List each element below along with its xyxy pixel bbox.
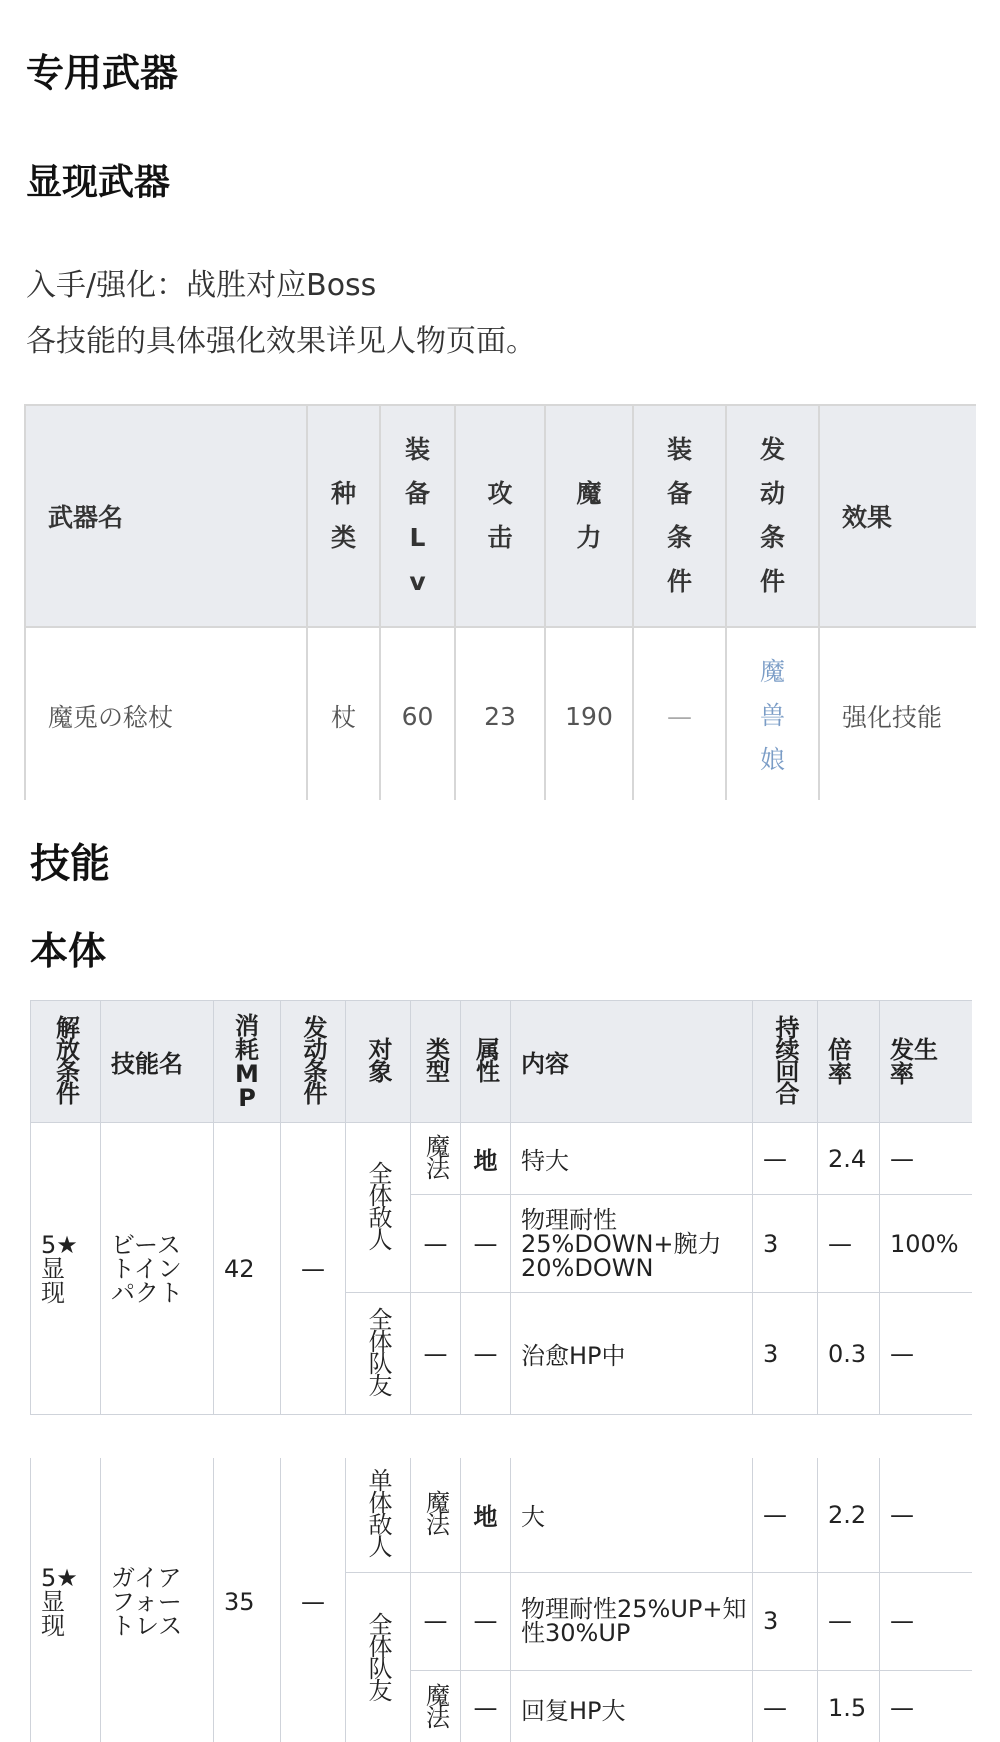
table-row — [31, 1123, 973, 1195]
weapon-table-container — [24, 404, 976, 800]
skill-type: 魔法 — [411, 1458, 461, 1572]
skill-content: 物理耐性25%UP+知性30%UP — [511, 1572, 753, 1670]
col-turns: 持续回合 — [753, 1001, 818, 1123]
skill-rate: 2.4 — [818, 1123, 880, 1195]
col-equip-cond: 装备条件 — [633, 405, 726, 627]
weapon-row — [25, 627, 976, 800]
intro-line-2: 各技能的具体强化效果详见人物页面。 — [26, 324, 536, 359]
skill-chance: — — [880, 1670, 973, 1742]
col-attack: 攻击 — [455, 405, 545, 627]
skill-chance: 100% — [880, 1195, 973, 1293]
skill-attr: 地 — [461, 1123, 511, 1195]
weapon-type: 杖 — [307, 627, 380, 800]
skill-header-row — [31, 1001, 973, 1123]
col-target: 对象 — [346, 1001, 411, 1123]
skill-turns: — — [753, 1123, 818, 1195]
skill-turns: 3 — [753, 1195, 818, 1293]
skill-type: — — [411, 1293, 461, 1415]
col-attr: 属性 — [461, 1001, 511, 1123]
skill-rate: 0.3 — [818, 1293, 880, 1415]
col-magic: 魔力 — [545, 405, 633, 627]
table-row — [31, 1458, 973, 1572]
col-chance: 发生率 — [880, 1001, 973, 1123]
skill-target: 单体敌人 — [346, 1458, 411, 1572]
skill-unlock: 5★显现 — [31, 1123, 101, 1415]
skill-mp: 35 — [214, 1458, 281, 1742]
weapon-mag: 190 — [545, 627, 633, 800]
skill-content: 物理耐性25%DOWN+腕力20%DOWN — [511, 1195, 753, 1293]
skill-unlock: 5★显现 — [31, 1458, 101, 1742]
col-equip-lv: 装备Lv — [380, 405, 455, 627]
skill-chance: — — [880, 1123, 973, 1195]
skill-turns: 3 — [753, 1572, 818, 1670]
skill-name: ガイアフォートレス — [101, 1458, 214, 1742]
skill-table-1 — [30, 1000, 972, 1415]
skill-type: 魔法 — [411, 1123, 461, 1195]
col-effect: 效果 — [819, 405, 976, 627]
skill-attr: 地 — [461, 1458, 511, 1572]
trigger-cond-link[interactable]: 魔兽娘 — [759, 657, 785, 774]
skill-table-2 — [30, 1458, 972, 1742]
skill-content: 特大 — [511, 1123, 753, 1195]
skill-cond: — — [281, 1123, 346, 1415]
skill-attr: — — [461, 1195, 511, 1293]
skill-content: 大 — [511, 1458, 753, 1572]
weapon-name: 魔兎の稔杖 — [25, 627, 307, 800]
skills-heading: 技能 — [30, 841, 110, 887]
skill-table-1-container — [30, 1000, 972, 1418]
skill-target: 全体队友 — [346, 1572, 411, 1742]
col-content: 内容 — [511, 1001, 753, 1123]
weapon-table — [24, 404, 976, 800]
intro-text — [26, 258, 536, 370]
col-type: 种类 — [307, 405, 380, 627]
skill-turns: — — [753, 1458, 818, 1572]
intro-line-1: 入手/强化：战胜对应Boss — [26, 268, 377, 303]
col-type: 类型 — [411, 1001, 461, 1123]
weapon-lv: 60 — [380, 627, 455, 800]
skill-chance: — — [880, 1458, 973, 1572]
col-skill-name: 技能名 — [101, 1001, 214, 1123]
skill-mp: 42 — [214, 1123, 281, 1415]
col-mp: 消耗MP — [214, 1001, 281, 1123]
main-body-heading: 本体 — [30, 929, 107, 973]
skill-type: — — [411, 1195, 461, 1293]
skill-rate: 2.2 — [818, 1458, 880, 1572]
skill-content: 回复HP大 — [511, 1670, 753, 1742]
col-cond: 发动条件 — [281, 1001, 346, 1123]
skill-attr: — — [461, 1572, 511, 1670]
skill-attr: — — [461, 1670, 511, 1742]
weapon-header-row — [25, 405, 976, 627]
weapon-trigger-cond[interactable] — [726, 627, 819, 800]
weapon-equip-cond: — — [633, 627, 726, 800]
skill-target: 全体敌人 — [346, 1123, 411, 1293]
weapon-effect: 强化技能 — [819, 627, 976, 800]
skill-table-2-container — [30, 1458, 972, 1742]
skill-cond: — — [281, 1458, 346, 1742]
col-weapon-name: 武器名 — [25, 405, 307, 627]
skill-type: — — [411, 1572, 461, 1670]
weapon-atk: 23 — [455, 627, 545, 800]
skill-chance: — — [880, 1572, 973, 1670]
skill-chance: — — [880, 1293, 973, 1415]
skill-rate: — — [818, 1572, 880, 1670]
col-trigger-cond: 发动条件 — [726, 405, 819, 627]
skill-rate: — — [818, 1195, 880, 1293]
exclusive-weapon-heading: 专用武器 — [26, 51, 179, 95]
skill-turns: 3 — [753, 1293, 818, 1415]
skill-type: 魔法 — [411, 1670, 461, 1742]
skill-content: 治愈HP中 — [511, 1293, 753, 1415]
skill-attr: — — [461, 1293, 511, 1415]
skill-target: 全体队友 — [346, 1293, 411, 1415]
skill-rate: 1.5 — [818, 1670, 880, 1742]
col-rate: 倍率 — [818, 1001, 880, 1123]
col-unlock: 解放条件 — [31, 1001, 101, 1123]
manifest-weapon-heading: 显现武器 — [26, 162, 171, 203]
skill-name: ビーストインパクト — [101, 1123, 214, 1415]
skill-turns: — — [753, 1670, 818, 1742]
